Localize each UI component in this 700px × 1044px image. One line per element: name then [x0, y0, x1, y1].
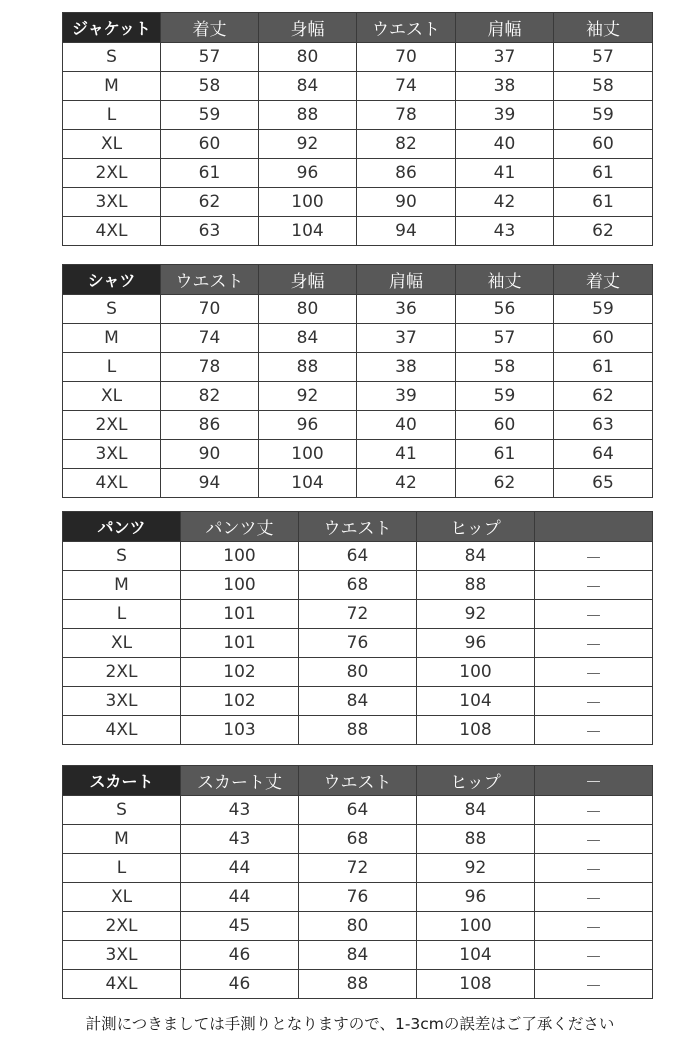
- value-cell: 84: [259, 324, 357, 353]
- value-cell: 57: [554, 43, 653, 72]
- value-cell: 102: [181, 687, 299, 716]
- value-cell: 41: [357, 440, 456, 469]
- value-cell: 43: [456, 217, 554, 246]
- value-cell: 61: [554, 159, 653, 188]
- shirt-size-table: [62, 264, 653, 498]
- pants-header-waist: ウエスト: [299, 512, 417, 542]
- value-cell: 57: [161, 43, 259, 72]
- table-row: [63, 571, 653, 600]
- skirt-header-dash: －: [535, 766, 653, 796]
- value-cell: 60: [161, 130, 259, 159]
- size-cell: 4XL: [63, 716, 181, 745]
- size-cell: XL: [63, 130, 161, 159]
- value-cell: 46: [181, 941, 299, 970]
- shirt-header-waist: ウエスト: [161, 265, 259, 295]
- dash-cell: －: [535, 854, 653, 883]
- table-row: [63, 382, 653, 411]
- value-cell: 63: [161, 217, 259, 246]
- value-cell: 90: [357, 188, 456, 217]
- size-cell: 3XL: [63, 188, 161, 217]
- value-cell: 88: [259, 101, 357, 130]
- measurement-note: 計測につきましては手測りとなりますので、1-3cmの誤差はご了承ください: [85, 1015, 615, 1033]
- size-cell: 2XL: [63, 411, 161, 440]
- value-cell: 84: [417, 796, 535, 825]
- value-cell: 39: [357, 382, 456, 411]
- value-cell: 101: [181, 629, 299, 658]
- pants-header-category: パンツ: [63, 512, 181, 542]
- value-cell: 88: [299, 970, 417, 999]
- value-cell: 72: [299, 854, 417, 883]
- table-row: [63, 687, 653, 716]
- value-cell: 102: [181, 658, 299, 687]
- value-cell: 61: [456, 440, 554, 469]
- shirt-header-length: 着丈: [554, 265, 653, 295]
- value-cell: 37: [357, 324, 456, 353]
- value-cell: 92: [259, 130, 357, 159]
- table-row: [63, 411, 653, 440]
- value-cell: 76: [299, 883, 417, 912]
- value-cell: 82: [357, 130, 456, 159]
- skirt-header-category: スカート: [63, 766, 181, 796]
- table-row: [63, 324, 653, 353]
- table-row: [63, 970, 653, 999]
- size-cell: L: [63, 854, 181, 883]
- table-row: [63, 217, 653, 246]
- value-cell: 80: [299, 658, 417, 687]
- value-cell: 100: [259, 440, 357, 469]
- table-row: [63, 912, 653, 941]
- value-cell: 84: [299, 687, 417, 716]
- value-cell: 60: [456, 411, 554, 440]
- value-cell: 94: [357, 217, 456, 246]
- value-cell: 96: [259, 159, 357, 188]
- value-cell: 86: [161, 411, 259, 440]
- table-row: [63, 440, 653, 469]
- value-cell: 88: [259, 353, 357, 382]
- value-cell: 61: [554, 353, 653, 382]
- value-cell: 80: [299, 912, 417, 941]
- value-cell: 88: [299, 716, 417, 745]
- jacket-header-chest: 身幅: [259, 13, 357, 43]
- dash-cell: －: [535, 658, 653, 687]
- value-cell: 92: [259, 382, 357, 411]
- value-cell: 100: [417, 912, 535, 941]
- table-row: [63, 658, 653, 687]
- dash-cell: －: [535, 796, 653, 825]
- shirt-header-sleeve: 袖丈: [456, 265, 554, 295]
- value-cell: 57: [456, 324, 554, 353]
- size-cell: S: [63, 542, 181, 571]
- value-cell: 92: [417, 854, 535, 883]
- value-cell: 68: [299, 825, 417, 854]
- value-cell: 45: [181, 912, 299, 941]
- pants-header-length: パンツ丈: [181, 512, 299, 542]
- value-cell: 108: [417, 970, 535, 999]
- value-cell: 86: [357, 159, 456, 188]
- value-cell: 104: [417, 941, 535, 970]
- jacket-header-shoulder: 肩幅: [456, 13, 554, 43]
- shirt-header-chest: 身幅: [259, 265, 357, 295]
- dash-cell: －: [535, 571, 653, 600]
- value-cell: 36: [357, 295, 456, 324]
- shirt-header-category: シャツ: [63, 265, 161, 295]
- value-cell: 61: [161, 159, 259, 188]
- value-cell: 42: [357, 469, 456, 498]
- skirt-header-length: スカート丈: [181, 766, 299, 796]
- jacket-header-sleeve: 袖丈: [554, 13, 653, 43]
- table-row: [63, 796, 653, 825]
- value-cell: 62: [456, 469, 554, 498]
- value-cell: 84: [417, 542, 535, 571]
- value-cell: 104: [259, 217, 357, 246]
- value-cell: 42: [456, 188, 554, 217]
- dash-cell: －: [535, 941, 653, 970]
- value-cell: 64: [299, 796, 417, 825]
- value-cell: 58: [554, 72, 653, 101]
- value-cell: 74: [357, 72, 456, 101]
- pants-header-blank: [535, 512, 653, 542]
- jacket-size-table: [62, 12, 653, 246]
- value-cell: 96: [259, 411, 357, 440]
- value-cell: 58: [456, 353, 554, 382]
- dash-cell: －: [535, 629, 653, 658]
- skirt-size-table: [62, 765, 653, 999]
- value-cell: 64: [299, 542, 417, 571]
- dash-cell: －: [535, 825, 653, 854]
- size-cell: M: [63, 72, 161, 101]
- value-cell: 84: [299, 941, 417, 970]
- value-cell: 58: [161, 72, 259, 101]
- value-cell: 62: [554, 382, 653, 411]
- size-cell: M: [63, 571, 181, 600]
- dash-cell: －: [535, 883, 653, 912]
- table-row: [63, 854, 653, 883]
- skirt-header-waist: ウエスト: [299, 766, 417, 796]
- value-cell: 90: [161, 440, 259, 469]
- value-cell: 76: [299, 629, 417, 658]
- size-cell: 3XL: [63, 687, 181, 716]
- size-cell: 2XL: [63, 912, 181, 941]
- value-cell: 38: [456, 72, 554, 101]
- table-row: [63, 159, 653, 188]
- value-cell: 59: [554, 295, 653, 324]
- size-cell: 3XL: [63, 941, 181, 970]
- dash-cell: －: [535, 600, 653, 629]
- value-cell: 72: [299, 600, 417, 629]
- table-row: [63, 542, 653, 571]
- table-row: [63, 130, 653, 159]
- size-cell: 4XL: [63, 217, 161, 246]
- value-cell: 103: [181, 716, 299, 745]
- value-cell: 70: [357, 43, 456, 72]
- table-row: [63, 188, 653, 217]
- value-cell: 101: [181, 600, 299, 629]
- size-cell: 2XL: [63, 658, 181, 687]
- value-cell: 59: [554, 101, 653, 130]
- value-cell: 64: [554, 440, 653, 469]
- value-cell: 40: [456, 130, 554, 159]
- table-row: [63, 941, 653, 970]
- table-row: [63, 469, 653, 498]
- value-cell: 84: [259, 72, 357, 101]
- value-cell: 96: [417, 883, 535, 912]
- value-cell: 62: [161, 188, 259, 217]
- table-row: [63, 43, 653, 72]
- value-cell: 41: [456, 159, 554, 188]
- table-row: [63, 825, 653, 854]
- value-cell: 43: [181, 825, 299, 854]
- dash-cell: －: [535, 716, 653, 745]
- size-cell: L: [63, 101, 161, 130]
- size-cell: 4XL: [63, 469, 161, 498]
- size-cell: L: [63, 600, 181, 629]
- value-cell: 88: [417, 825, 535, 854]
- pants-header-hip: ヒップ: [417, 512, 535, 542]
- table-row: [63, 883, 653, 912]
- value-cell: 100: [259, 188, 357, 217]
- table-row: [63, 353, 653, 382]
- pants-size-table: [62, 511, 653, 745]
- value-cell: 104: [259, 469, 357, 498]
- size-cell: 2XL: [63, 159, 161, 188]
- value-cell: 80: [259, 43, 357, 72]
- value-cell: 62: [554, 217, 653, 246]
- shirt-header-shoulder: 肩幅: [357, 265, 456, 295]
- value-cell: 100: [181, 571, 299, 600]
- value-cell: 60: [554, 130, 653, 159]
- dash-cell: －: [535, 970, 653, 999]
- value-cell: 88: [417, 571, 535, 600]
- table-row: [63, 716, 653, 745]
- dash-cell: －: [535, 687, 653, 716]
- value-cell: 74: [161, 324, 259, 353]
- table-row: [63, 600, 653, 629]
- value-cell: 38: [357, 353, 456, 382]
- size-cell: M: [63, 825, 181, 854]
- jacket-header-length: 着丈: [161, 13, 259, 43]
- table-row: [63, 101, 653, 130]
- value-cell: 68: [299, 571, 417, 600]
- size-cell: 3XL: [63, 440, 161, 469]
- skirt-header-hip: ヒップ: [417, 766, 535, 796]
- value-cell: 37: [456, 43, 554, 72]
- value-cell: 104: [417, 687, 535, 716]
- value-cell: 108: [417, 716, 535, 745]
- value-cell: 80: [259, 295, 357, 324]
- jacket-header-waist: ウエスト: [357, 13, 456, 43]
- value-cell: 59: [456, 382, 554, 411]
- size-cell: XL: [63, 382, 161, 411]
- value-cell: 92: [417, 600, 535, 629]
- table-row: [63, 629, 653, 658]
- size-cell: 4XL: [63, 970, 181, 999]
- table-row: [63, 72, 653, 101]
- value-cell: 39: [456, 101, 554, 130]
- value-cell: 44: [181, 854, 299, 883]
- value-cell: 78: [357, 101, 456, 130]
- value-cell: 65: [554, 469, 653, 498]
- value-cell: 82: [161, 382, 259, 411]
- value-cell: 96: [417, 629, 535, 658]
- value-cell: 63: [554, 411, 653, 440]
- size-cell: XL: [63, 883, 181, 912]
- table-row: [63, 295, 653, 324]
- dash-cell: －: [535, 542, 653, 571]
- value-cell: 60: [554, 324, 653, 353]
- value-cell: 43: [181, 796, 299, 825]
- value-cell: 78: [161, 353, 259, 382]
- size-cell: L: [63, 353, 161, 382]
- value-cell: 44: [181, 883, 299, 912]
- value-cell: 46: [181, 970, 299, 999]
- value-cell: 70: [161, 295, 259, 324]
- size-cell: S: [63, 43, 161, 72]
- value-cell: 40: [357, 411, 456, 440]
- value-cell: 94: [161, 469, 259, 498]
- value-cell: 100: [181, 542, 299, 571]
- size-cell: S: [63, 295, 161, 324]
- value-cell: 100: [417, 658, 535, 687]
- value-cell: 61: [554, 188, 653, 217]
- size-cell: M: [63, 324, 161, 353]
- size-cell: S: [63, 796, 181, 825]
- dash-cell: －: [535, 912, 653, 941]
- value-cell: 59: [161, 101, 259, 130]
- jacket-header-category: ジャケット: [63, 13, 161, 43]
- value-cell: 56: [456, 295, 554, 324]
- size-cell: XL: [63, 629, 181, 658]
